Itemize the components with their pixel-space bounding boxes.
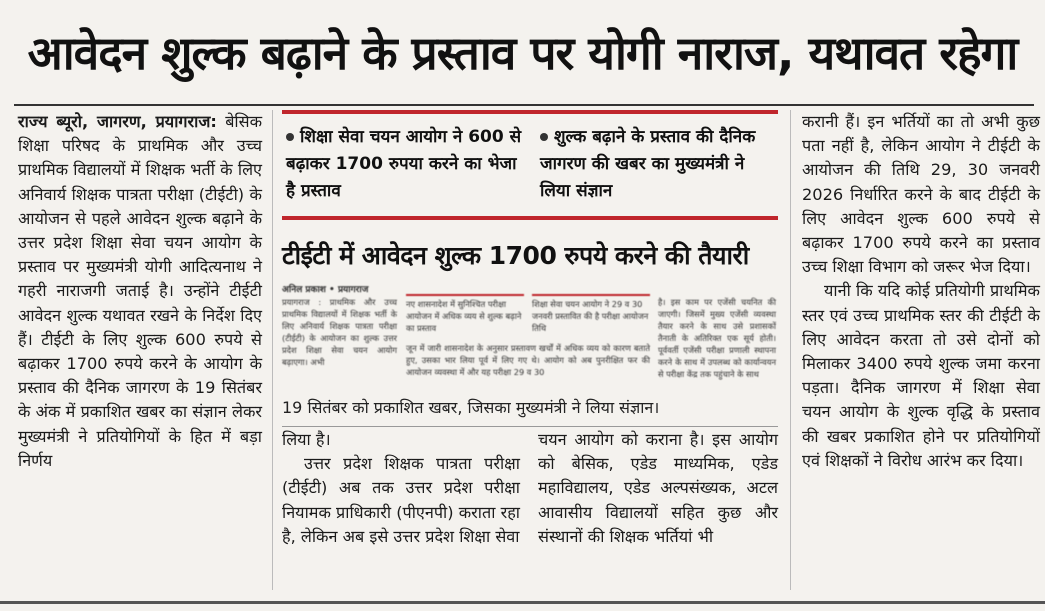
column-1-text: बेसिक शिक्षा परिषद के प्राथमिक और उच्च प्राथमिक विद्यालयों में शिक्षक भर्ती के लिए अनिवार्य शिक्षक पात्रता परीक्षा (टीईटी) के आयोजन से पहले आवेदन शुल्क बढ़ाने के उत्तर प्रदेश शिक्षा सेवा चयन आयोग के प्रस्ताव पर मुख्यमंत्री योगी आदित्यनाथ ने गहरी नाराजगी जताई है। उन्होंने टीईटी आवेदन शुल्क यथावत रखने के निर्देश दिए हैं। टीईटी के लिए शुल्क 600 रुपये से बढ़ाकर 1700 रुपये करने के आयोग के प्रस्ताव की दैनिक जागरण के 19 सितंबर के अंक में प्रकाशित खबर का संज्ञान लेकर मुख्यमंत्री ने प्रतियोगियों के हित में बड़ा निर्णय: [18, 112, 262, 470]
clipping-column-1: प्रयागराज : प्राथमिक और उच्च प्राथमिक विद्यालयों में शिक्षक भर्ती के लिए अनिवार्य शिक्षक पात्रता परीक्षा (टीईटी) के आयोजन का शुल्क उत्तर प्रदेश शिक्षा सेवा चयन आयोग बढ़ाएगा। अभी: [282, 297, 397, 367]
column-4-text-2: यानी कि यदि कोई प्रतियोगी प्राथमिक स्तर एवं उच्च प्राथमिक स्तर की टीईटी के लिए आवेदन करता तो उसे दोनों को मिलाकर 3400 रुपये शुल्क जमा करना पड़ता। दैनिक जागरण में शिक्षा सेवा चयन आयोग के शुल्क वृद्धि के प्रस्ताव की खबर प्रकाशित होने पर प्रतियोगियों एवं शिक्षकों ने विरोध आरंभ कर दिया।: [802, 281, 1040, 470]
clipping-caption: 19 सितंबर को प्रकाशित खबर, जिसका मुख्यमंत्री ने लिया संज्ञान।: [282, 398, 660, 417]
column-2-text-1: लिया है।: [282, 430, 331, 449]
bullet-point-2: शुल्क बढ़ाने के प्रस्ताव की दैनिक जागरण की खबर का मुख्यमंत्री ने लिया संज्ञान: [540, 127, 756, 201]
box-bottom-rule: [282, 426, 778, 427]
clipping-headline: टीईटी में आवेदन शुल्क 1700 रुपये करने की तैयारी: [282, 241, 749, 270]
bullet-points: [282, 124, 778, 208]
clipping-column-3: जून में जारी शासनादेश के अनुसार प्रस्तावण खर्चों में अधिक व्यय को कारण बताते हुए, उसका भार लिया पूर्व में लिए गए थे। आयोग को अब पुनरीक्षित फर की आयोजन व्यवस्था में और यह परीक्षा 29 व 30: [406, 343, 650, 377]
bullet-point-1: शिक्षा सेवा चयन आयोग ने 600 से बढ़ाकर 1700 रुपया करने का भेजा है प्रस्ताव: [286, 127, 522, 201]
article-column-4: [802, 110, 1040, 473]
article-column-2: [282, 428, 520, 549]
bullet-dot-icon: [286, 133, 294, 141]
headline-rule: [14, 104, 1034, 106]
column-2-text-2: उत्तर प्रदेश शिक्षक पात्रता परीक्षा (टीईटी) अब तक उत्तर प्रदेश परीक्षा नियामक प्राधिकारी (पीएनपी) कराता रहा है, लेकिन अब इसे उत्तर प्रदेश शिक्षा सेवा: [282, 454, 520, 546]
highlight-box: [282, 110, 778, 450]
column-divider: [272, 110, 273, 590]
headline: आवेदन शुल्क बढ़ाने के प्रस्ताव पर योगी नाराज, यथावत रहेगा: [27, 26, 1018, 80]
article-column-1: [18, 110, 262, 473]
byline: राज्य ब्यूरो, जागरण, प्रयागराज:: [18, 112, 217, 131]
clipping-column-4: है। इस काम पर एजेंसी चयनित की जाएगी। जिसमें मुख्य एजेंसी व्यवस्था तैयार करने के साथ उसे प्रशासकों तैनाती के अतिरिक्त एक सूर्य होती। पूर्ववर्ती एजेंसी परीक्षा प्रणाली स्थापना करने के साथ में उपलब्ध को कार्यान्वयन से परीक्षा केंद्र तक पहुंचाने के साथ: [658, 297, 776, 379]
box-mid-redbar: [282, 216, 778, 220]
clipping-box-2: शिक्षा सेवा चयन आयोग ने 29 व 30 जनवरी प्रस्तावित की है परीक्षा आयोजन तिथि: [532, 294, 650, 334]
column-3-text: चयन आयोग को कराना है। इस आयोग को बेसिक, एडेड माध्यमिक, एडेड महाविद्यालय, एडेड अल्पसंख्यक, अटल आवासीय विद्यालयों सहित कुछ और संस्थानों की शिक्षक भर्तियां भी: [538, 430, 778, 546]
column-divider: [790, 110, 791, 590]
clipping-box-1: नए शासनादेश में सुनिश्चित परीक्षा आयोजन में अधिक व्यय से शुल्क बढ़ाने का प्रस्ताव: [406, 294, 524, 334]
column-4-text-1: करानी हैं। इन भर्तियों का तो अभी कुछ पता नहीं है, लेकिन आयोग ने टीईटी के आयोजन की तिथि 29, 30 जनवरी 2026 निर्धारित करने के बाद टीईटी के लिए आवेदन शुल्क 600 रुपये से बढ़ाकर 1700 रुपये करने का प्रस्ताव उच्च शिक्षा विभाग को जरूर भेज दिया।: [802, 112, 1040, 277]
bottom-rule: [0, 601, 1045, 604]
news-clipping: [282, 280, 778, 390]
article-column-3: [538, 428, 778, 549]
clipping-byline: अनिल प्रकाश • प्रयागराज: [282, 285, 369, 295]
bullet-dot-icon: [540, 133, 548, 141]
box-top-redbar: [282, 110, 778, 114]
